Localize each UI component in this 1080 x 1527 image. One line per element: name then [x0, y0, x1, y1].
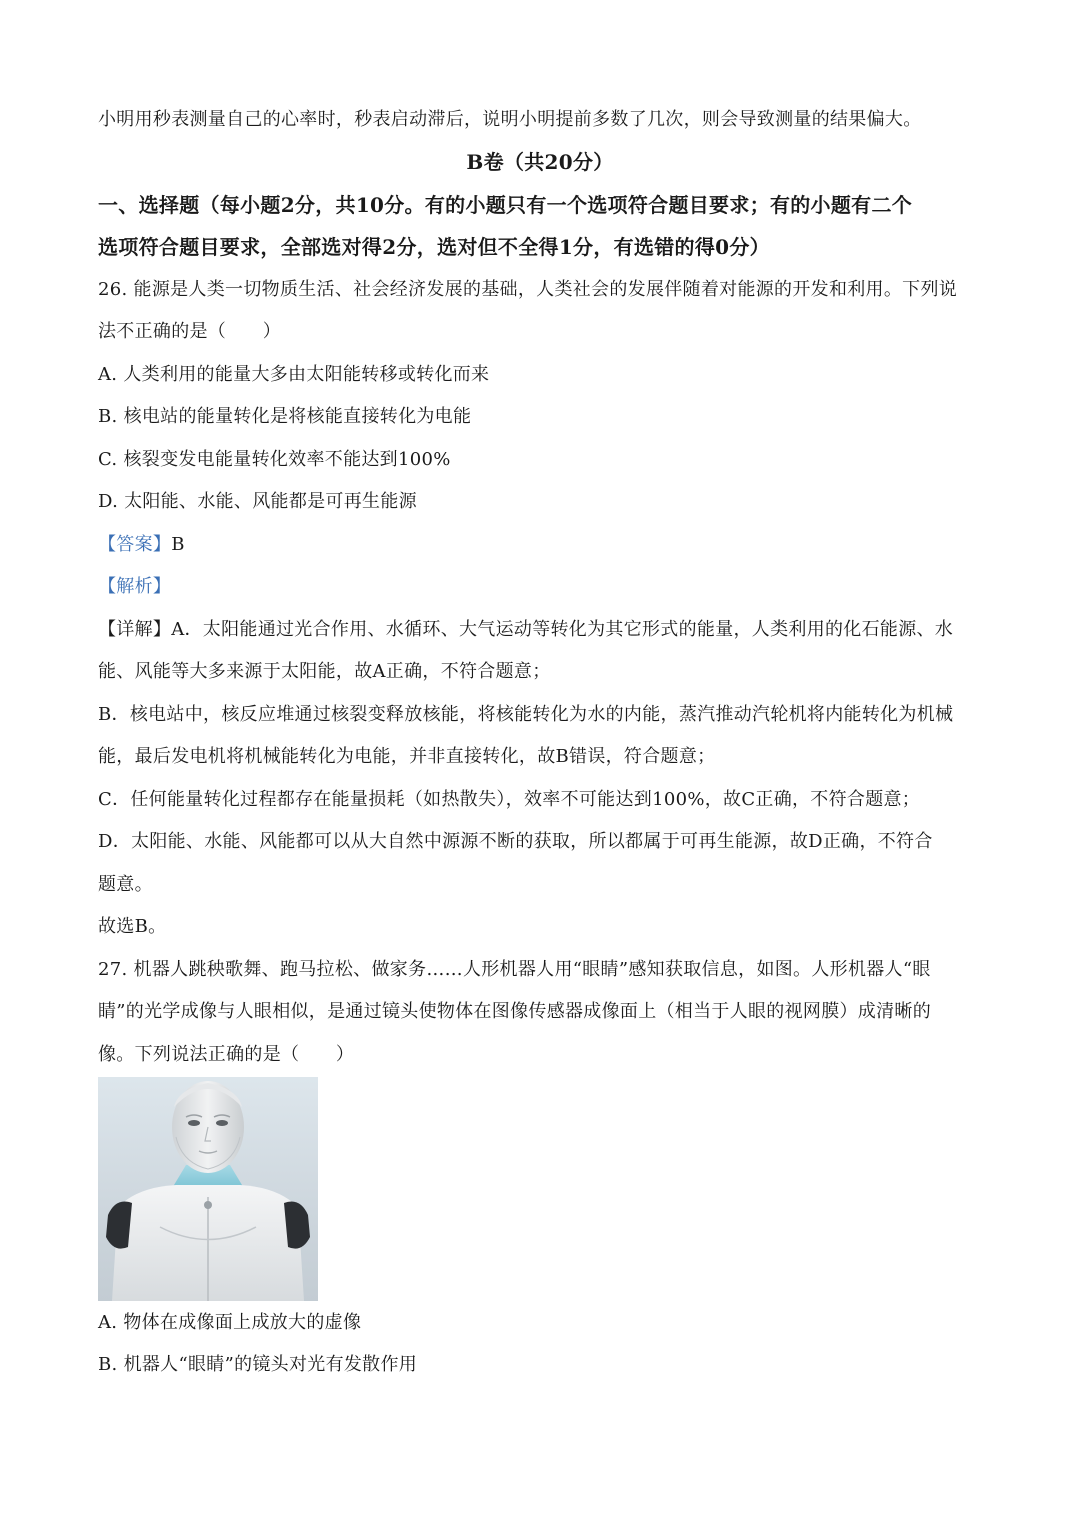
detail-b-line2: 能，最后发电机将机械能转化为电能，并非直接转化，故B错误，符合题意；: [98, 746, 716, 767]
humanoid-robot-illustration: [98, 1077, 318, 1301]
detail-b-line1: B．核电站中，核反应堆通过核裂变释放核能，将核能转化为水的内能，蒸汽推动汽轮机将内能转化为机械: [98, 704, 954, 725]
part-one-heading-line2: 选项符合题目要求，全部选对得2分，选对但不全得1分，有选错的得0分）: [98, 235, 770, 259]
q26-answer: [98, 533, 185, 557]
q27-stem-line3: 像。下列说法正确的是（ ）: [98, 1044, 355, 1065]
detail-a-line2: 能、风能等大多来源于太阳能，故A正确，不符合题意；: [98, 661, 551, 682]
answer-value: B: [171, 534, 185, 555]
q26-option-b: B. 核电站的能量转化是将核能直接转化为电能: [98, 406, 472, 427]
section-b-title: B卷（共20分）: [466, 150, 614, 174]
q26-stem-line1: 26. 能源是人类一切物质生活、社会经济发展的基础，人类社会的发展伴随着对能源的开发和利用。下列说: [98, 279, 958, 300]
q27-option-b: B. 机器人“眼睛”的镜头对光有发散作用: [98, 1354, 418, 1375]
q26-stem-line2: 法不正确的是（ ）: [98, 321, 281, 342]
answer-tag: 【答案】: [98, 534, 172, 555]
q26-option-a: A. 人类利用的能量大多由太阳能转移或转化而来: [98, 364, 490, 385]
q26-conclusion: 故选B。: [98, 916, 167, 937]
q27-stem-line2: 睛”的光学成像与人眼相似，是通过镜头使物体在图像传感器成像面上（相当于人眼的视网膜）成清晰的: [98, 1001, 931, 1022]
q26-option-d: D. 太阳能、水能、风能都是可再生能源: [98, 491, 417, 512]
detail-tag: 【详解】: [98, 619, 172, 640]
detail-a-text: A．太阳能通过光合作用、水循环、大气运动等转化为其它形式的能量，人类利用的化石能源、水: [171, 619, 954, 640]
humanoid-robot-figure: [98, 1077, 318, 1301]
q27-stem-line1: 27. 机器人跳秧歌舞、跑马拉松、做家务……人形机器人用“眼睛”感知获取信息，如图。人形机器人“眼: [98, 959, 931, 980]
part-one-heading-line1: 一、选择题（每小题2分，共10分。有的小题只有一个选项符合题目要求；有的小题有二个: [98, 193, 913, 217]
detail-a-line1: [98, 618, 953, 642]
q27-option-a: A. 物体在成像面上成放大的虚像: [98, 1312, 362, 1333]
detail-c: C．任何能量转化过程都存在能量损耗（如热散失），效率不可能达到100%，故C正确，不符合题意；: [98, 789, 921, 810]
analysis-tag: 【解析】: [98, 576, 172, 597]
detail-d-line2: 题意。: [98, 874, 153, 895]
detail-d-line1: D．太阳能、水能、风能都可以从大自然中源源不断的获取，所以都属于可再生能源，故D正确，不符合: [98, 831, 933, 852]
previous-explanation-end: 小明用秒表测量自己的心率时，秒表启动滞后，说明小明提前多数了几次，则会导致测量的结果偏大。: [98, 109, 922, 130]
q26-option-c: C. 核裂变发电能量转化效率不能达到100%: [98, 449, 451, 470]
